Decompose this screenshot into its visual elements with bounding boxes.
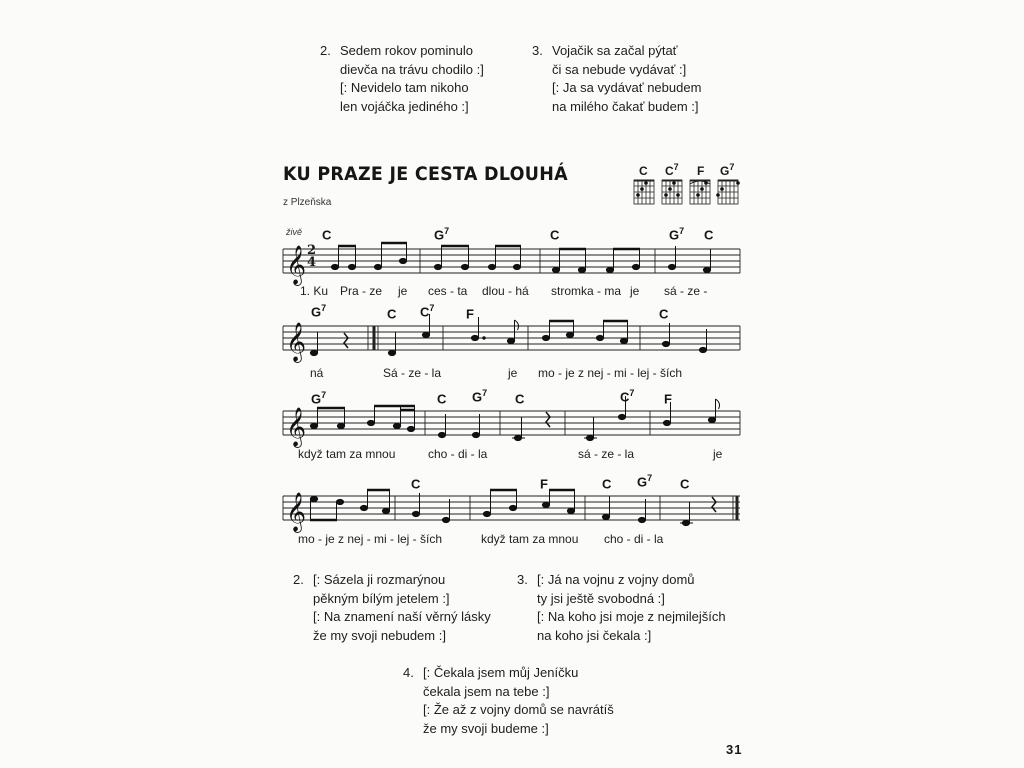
verse-line: na koho jsi čekala :] — [537, 627, 652, 643]
lyric-syllable: 1. Ku — [300, 284, 329, 298]
verse-line: [: Na znamení naší věrný lásky — [313, 609, 491, 624]
lyric-syllable: cho - di - la — [428, 447, 488, 461]
verse-line: [: Na koho jsi moje z nejmilejších — [537, 609, 726, 624]
lyric-syllable: ná — [310, 366, 324, 380]
verse-number: 2. — [320, 43, 331, 58]
verse-line: [: Já na vojnu z vojny domů — [537, 572, 695, 587]
verse-line: pěkným bílým jetelem :] — [313, 590, 450, 606]
staff-system-3 — [283, 411, 740, 435]
treble-clef-2: 𝄞 — [286, 322, 307, 362]
notes-system-2 — [310, 314, 706, 356]
lyric-syllable: cho - di - la — [604, 532, 664, 546]
chord-symbol: C — [515, 391, 525, 407]
chord-symbol: $G^7$ — [637, 473, 653, 490]
lyric-syllable: Sá - ze - la — [383, 366, 442, 380]
verse-line: Sedem rokov pominulo — [340, 43, 473, 58]
verse-number: 4. — [403, 665, 414, 680]
verse-line: [: Nevidelo tam nikoho — [340, 80, 469, 95]
lyric-syllable: je — [630, 284, 640, 298]
chord-symbol: $G^7$ — [472, 388, 488, 405]
verse-line: že my svoji nebudem :] — [313, 627, 446, 643]
chord-symbol: C — [680, 476, 690, 492]
chord-symbol: F — [540, 476, 548, 492]
time-signature — [307, 245, 316, 269]
chord-symbol: $C^7$ — [620, 388, 635, 405]
chord-symbol: C — [387, 306, 397, 322]
lyric-syllable: sá - ze - — [664, 284, 708, 298]
notes-system-1 — [331, 243, 710, 273]
verse-line: len vojáčka jediného :] — [340, 98, 469, 114]
chord-symbol: $G^7$ — [669, 226, 685, 243]
lyric-syllable: mo - je z nej - mi - lej - ších — [298, 532, 443, 546]
treble-clef-1: 𝄞 — [286, 245, 307, 285]
verse-line: [: Čekala jsem můj Jeníčku — [423, 665, 579, 680]
lyric-syllable: stromka - ma — [551, 284, 622, 298]
chord-symbol: C — [704, 227, 714, 243]
chord-symbol: C — [550, 227, 560, 243]
verse-number: 2. — [293, 572, 304, 587]
chord-symbol: C — [602, 476, 612, 492]
chord-symbol: C — [659, 306, 669, 322]
verse-line: čekala jsem na tebe :] — [423, 683, 550, 699]
verse-line: dievča na trávu chodilo :] — [340, 61, 484, 77]
song-origin: z Plzeňska — [283, 197, 332, 208]
chord-chart-label-c7: $C^7$ — [665, 162, 679, 178]
lyric-syllable: je — [398, 284, 408, 298]
lyric-syllable: sá - ze - la — [578, 447, 635, 461]
lyric-syllable: mo - je z nej - mi - lej - ších — [538, 366, 683, 380]
chord-symbol: C — [322, 227, 332, 243]
chord-chart-label-g7: $G^7$ — [720, 162, 735, 178]
song-verse-2 — [293, 571, 491, 645]
chord-chart-label-f: F — [697, 164, 705, 178]
treble-clef-3: 𝄞 — [286, 407, 307, 447]
verse-line: že my svoji budeme :] — [423, 720, 549, 736]
song-verse-3 — [517, 571, 726, 645]
verse-line: ty jsi ještě svobodná :] — [537, 590, 665, 606]
tempo-marking: živě — [286, 227, 303, 237]
chord-symbol: F — [664, 391, 672, 407]
verse-line: [: Že až z vojny domů se navrátíš — [423, 702, 614, 717]
verse-line: či sa nebude vydávať :] — [552, 61, 687, 77]
time-signature-top: 2 — [307, 243, 317, 258]
treble-clef-4: 𝄞 — [286, 492, 307, 532]
chord-symbol: $G^7$ — [311, 390, 327, 407]
time-signature-bottom: 4 — [307, 255, 317, 270]
lyric-syllable: je — [713, 447, 723, 461]
verse-line: [: Sázela ji rozmarýnou — [313, 572, 446, 587]
lyric-syllable: je — [508, 366, 518, 380]
chord-symbol: $G^7$ — [434, 226, 450, 243]
lyric-syllable: když tam za mnou — [298, 447, 396, 461]
lyric-syllable: dlou - há — [482, 284, 529, 298]
chord-symbol: $C^7$ — [420, 303, 435, 320]
lyric-syllable: ces - ta — [428, 284, 468, 298]
verse-number: 3. — [517, 572, 528, 587]
page-number: 31 — [726, 742, 743, 757]
chord-symbol: F — [466, 306, 474, 322]
song-verse-4 — [403, 664, 614, 738]
song-title: KU PRAZE JE CESTA DLOUHÁ — [283, 163, 568, 185]
chord-symbol: C — [437, 391, 447, 407]
lyric-syllable: Pra - ze — [340, 284, 383, 298]
chord-symbol: C — [411, 476, 421, 492]
lyric-syllable: když tam za mnou — [481, 532, 579, 546]
verse-line: [: Ja sa vydávať nebudem — [552, 80, 702, 95]
verse-number: 3. — [532, 43, 543, 58]
verse-line: na milého čakať budem :] — [552, 98, 699, 114]
chord-symbol: $G^7$ — [311, 303, 327, 320]
verse-line: Vojačik sa začal pýtať — [552, 43, 678, 58]
chord-chart-label-c: C — [639, 164, 648, 178]
